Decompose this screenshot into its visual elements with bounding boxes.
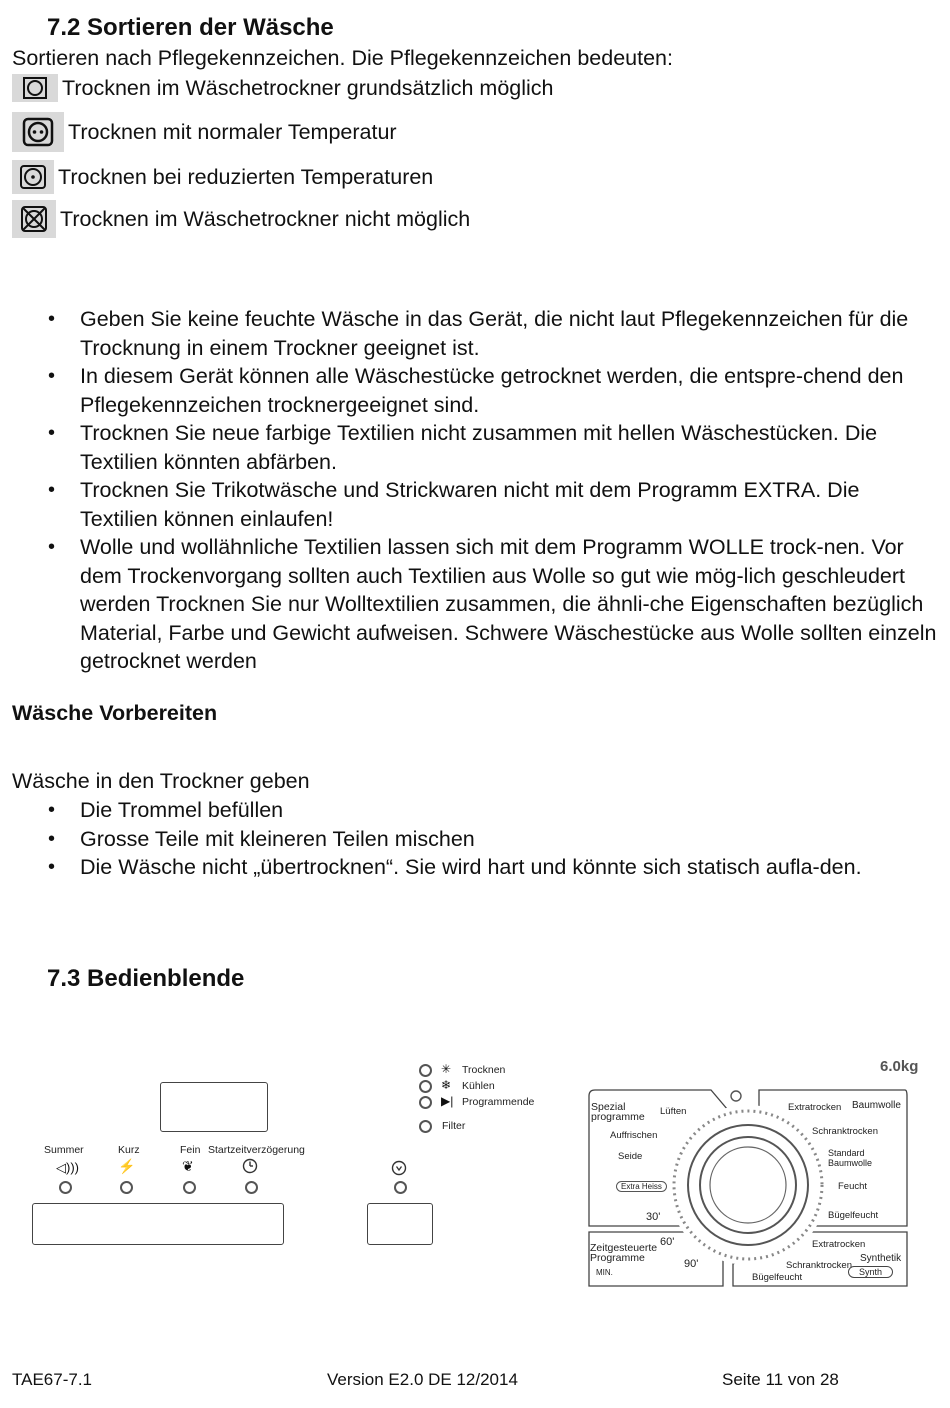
display-window — [160, 1082, 268, 1132]
status-label: Trocknen — [462, 1064, 506, 1076]
dial-label: Extra Heiss — [616, 1181, 667, 1192]
care-symbol-text: Trocknen mit normaler Temperatur — [68, 119, 397, 144]
care-symbol-row — [12, 74, 554, 102]
care-symbol-text: Trocknen im Wäschetrockner grundsätzlich möglich — [62, 75, 554, 100]
list-item: • Grosse Teile mit kleineren Teilen mischen — [44, 825, 939, 854]
no-tumble-dry-icon — [12, 200, 56, 238]
startzeit-label: Startzeitverzögerung — [208, 1144, 305, 1156]
buzzer-icon: ◁))) — [56, 1160, 79, 1175]
list-item: • In diesem Gerät können alle Wäschestücke getrocknet werden, die entspre-chend den Pflegekennzeichen trocknergeeignet sind. — [44, 362, 939, 419]
prepare-heading: Wäsche Vorbereiten — [12, 701, 218, 725]
startzeit-button[interactable] — [245, 1181, 258, 1194]
status-label: Programmende — [462, 1096, 535, 1108]
snowflake-icon: ✳ — [441, 1062, 452, 1076]
care-symbol-row — [12, 160, 433, 194]
capacity-label: 6.0kg — [880, 1058, 919, 1075]
dial-label: Synth — [848, 1266, 893, 1278]
tumble-dry-icon — [12, 74, 58, 102]
dial-label: Bügelfeucht — [752, 1272, 803, 1283]
dial-label: 30' — [646, 1211, 661, 1223]
list-item: • Geben Sie keine feuchte Wäsche in das Gerät, die nicht laut Pflegekennzeichen für die Trocknung in einem Trockner geeignet ist. — [44, 305, 939, 362]
sorting-bullet-list — [44, 305, 939, 676]
status-led — [419, 1080, 432, 1093]
care-symbol-row — [12, 200, 470, 238]
start-button[interactable] — [394, 1181, 407, 1194]
prepare-intro: Wäsche in den Trockner geben — [12, 769, 310, 793]
status-label: Kühlen — [462, 1080, 495, 1092]
control-panel-figure — [0, 1050, 950, 1300]
list-item: • Trocknen Sie Trikotwäsche und Strickwaren nicht mit dem Programm EXTRA. Die Textilien können einlaufen! — [44, 476, 939, 533]
power-icon — [391, 1160, 407, 1181]
cooling-icon: ❄ — [441, 1078, 452, 1092]
dial-label: MIN. — [596, 1268, 613, 1277]
footer-page-number: Seite 11 von 28 — [722, 1370, 839, 1389]
section-heading-7-3: 7.3 Bedienblende — [47, 965, 245, 992]
delicate-icon: ❦ — [182, 1158, 194, 1174]
care-symbol-row — [12, 112, 397, 152]
dial-label: Bügelfeucht — [828, 1210, 879, 1221]
list-item: • Die Trommel befüllen — [44, 796, 939, 825]
dial-label: Zeitgesteuerte Programme — [590, 1242, 658, 1264]
summer-button[interactable] — [59, 1181, 72, 1194]
quick-icon: ⚡ — [118, 1158, 136, 1174]
dial-label: Baumwolle — [852, 1100, 901, 1111]
dial-label: Synthetik — [860, 1253, 902, 1264]
kurz-label: Kurz — [118, 1144, 140, 1156]
list-item: • Die Wäsche nicht „übertrocknen“. Sie wird hart und könnte sich statisch aufla-den. — [44, 853, 910, 882]
end-icon: ▶| — [441, 1094, 454, 1108]
fein-label: Fein — [180, 1144, 201, 1156]
dial-label: Auffrischen — [610, 1130, 658, 1141]
status-led — [419, 1096, 432, 1109]
dial-label: Extratrocken — [812, 1239, 866, 1250]
dial-label: Standard Baumwolle — [828, 1148, 873, 1168]
dial-label: Extratrocken — [788, 1102, 842, 1113]
prepare-bullet-list — [44, 796, 939, 882]
list-item: • Trocknen Sie neue farbige Textilien nicht zusammen mit hellen Wäschestücken. Die Textilien könnten abfärben. — [44, 419, 939, 476]
footer-version: Version E2.0 DE 12/2014 — [327, 1370, 518, 1389]
care-symbol-text: Trocknen bei reduzierten Temperaturen — [58, 164, 434, 189]
dial-label: Lüften — [660, 1106, 687, 1117]
dial-label: Schranktrocken — [812, 1126, 879, 1137]
fein-button[interactable] — [183, 1181, 196, 1194]
status-led — [419, 1120, 432, 1133]
status-led — [419, 1064, 432, 1077]
tumble-dry-low-icon — [12, 160, 54, 194]
dial-label: Feucht — [838, 1181, 868, 1192]
dial-label: 60' — [660, 1236, 675, 1248]
dial-label: 90' — [684, 1258, 699, 1270]
list-item: • Wolle und wollähnliche Textilien lassen sich mit dem Programm WOLLE trock-nen. Vor dem Trockenvorgang sollten auch Textilien aus Wolle so gut wie mög-lich geschleudert werden Trocknen Sie nur Wolltextilien zusammen, die ähnli-che Eigenschaften bezüglich Material, Farbe und Gewicht aufweisen. Schwere Wäschestücke aus Wolle sollten einzeln getrocknet werden — [44, 533, 939, 676]
care-symbol-text: Trocknen im Wäschetrockner nicht möglich — [60, 206, 471, 231]
dial-label: Schranktrocken — [786, 1260, 853, 1271]
footer-doc-id: TAE67-7.1 — [12, 1370, 93, 1389]
dial-label: Seide — [618, 1151, 643, 1162]
intro-text: Sortieren nach Pflegekennzeichen. Die Pflegekennzeichen bedeuten: — [12, 46, 673, 70]
clock-icon — [242, 1158, 258, 1179]
section-heading-7-2: 7.2 Sortieren der Wäsche — [47, 14, 334, 41]
kurz-button[interactable] — [120, 1181, 133, 1194]
dial-label: Spezial programme — [591, 1101, 645, 1123]
status-label: Filter — [442, 1120, 466, 1132]
summer-label: Summer — [44, 1144, 84, 1156]
start-pad — [367, 1203, 433, 1245]
tumble-dry-normal-icon — [12, 112, 64, 152]
button-strip — [32, 1203, 284, 1245]
